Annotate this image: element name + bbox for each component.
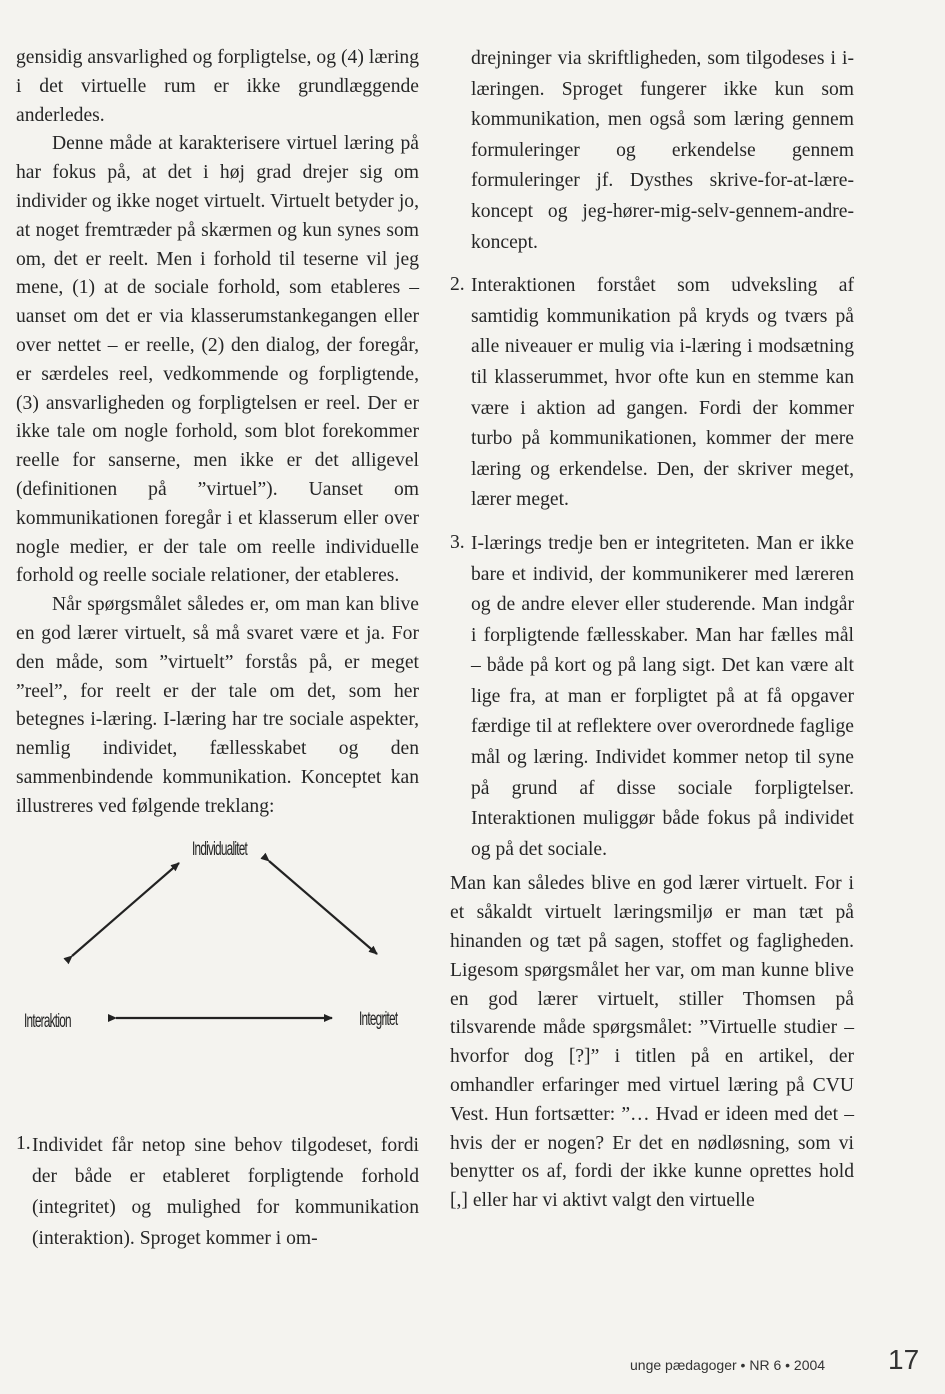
list-item-3 [450,529,854,866]
left-column [16,44,419,1267]
triad-diagram [16,828,419,1096]
list-text: Individet får netop sine behov tilgodeset, fordi der både er etableret forpligtende forhold (integritet) og mulighed for kommunikation (interaktion). Sproget kommer i om- [32,1134,419,1249]
right-list [450,271,854,865]
paragraph-1: gensidig ansvarlighed og forpligtelse, og (4) læring i det virtuelle rum er ikke grundlæggende anderledes. [16,47,419,126]
list-text: I-lærings tredje ben er integriteten. Man er ikke bare et individ, der kommunikerer med læreren og de andre elever eller studerende. Man indgår i forpligtende fællesskaber. Man har fælles mål – både på kort og på lang sigt. Det kan være alt lige fra, at man er forpligtet på at få opgaver færdige til at reflektere over overordnede faglige mål og læring. Individet kommer netop til syne på grund af disse sociale forpligtelser. Interaktionen muliggør både fokus på individet og på det sociale. [471,532,854,860]
list-item-1 [16,1130,419,1254]
paragraph-3: Når spørgsmålet således er, om man kan blive en god lærer virtuelt, så må svaret være et ja. For den måde, som ”virtuelt” forstås på, er meget ”reel”, for reelt er der tale om det, som her betegnes i-læring. I-læring har tre sociale aspekter, nemlig individet, fællesskabet og den sammenbindende kommunikation. Konceptet kan illustreres ved følgende treklang: [16,594,419,817]
left-list [16,1130,419,1254]
page-number: 17 [888,1344,920,1375]
list-item-2 [450,271,854,516]
list-number: 3. [450,531,465,553]
journal-footer: unge pædagoger • NR 6 • 2004 [630,1357,826,1373]
label-individualitet: Individualitet [192,838,248,860]
label-interaktion: Interaktion [24,1010,71,1032]
closing-paragraph: Man kan således blive en god lærer virtuelt. For i et såkaldt virtuelt læringsmiljø er man tæt på hinanden og tæt på sagen, stoffet og fagligheden. Ligesom spørgsmålet her var, om man kunne blive en god lærer virtuelt, stiller Thomsen på tilsvarende måde spørgsmålet: ”Virtuelle studier – hvorfor dog [?]” i titlen på en artikel, der omhandler erfaringer med virtuel læring på CVU Vest. Hun fortsætter: ”… Hvad er ideen med det – hvis der er nogen? Er det en nødløsning, som vi benytter os af, fordi der ikke kunne oprettes hold [,] eller har vi aktivt valgt den virtuelle [450,873,854,1212]
continued-item-text: drejninger via skriftligheden, som tilgodeses i i-læringen. Sproget fungerer ikke kun som kommunikation, men også som læring gennem formuleringer og erkendelse gennem formuleringer jf. Dysthes skrive-for-at-lære-koncept og jeg-hører-mig-selv-gennem-andre-koncept. [471,48,854,253]
list-number: 2. [450,274,465,296]
arrow-interaktion-individualitet [72,863,179,956]
triad-arrows [16,828,419,1096]
list-text: Interaktionen forstået som udveksling af samtidig kommunikation på kryds og tværs på alle niveauer er mulig via i-læring i modsætning til klasserummet, hvor ofte kun en stemme kan være i aktion ad gangen. Fordi der kommer turbo på kommunikationen, kommer der mere læring og erkendelse. Den, der skriver meget, lærer meget. [471,275,854,511]
arrow-individualitet-integritet [269,861,377,954]
list-number: 1. [16,1132,31,1154]
paragraph-2: Denne måde at karakterisere virtuel læring på har fokus på, at det i høj grad drejer sig om individer og ikke noget virtuelt. Virtuelt betyder jo, at noget fremtræder på skærmen og kun synes som om, det er reelt. Men i forhold til teserne vil jeg mene, (1) at de sociale forhold, som etableres – uanset om det er via klasserumstankegangen eller over nettet – er reelle, (2) den dialog, der foregår, er særdeles reel, vedkommende og forpligtende, (3) ansvarligheden og forpligtelsen er reel. Der er ikke tale om nogle forhold, som blot forekommer reelle for sanserne, men ikke er det alligevel (definitionen på ”virtuel”). Uanset om kommunikationen foregår i et klasserum eller over nogle medier, er der tale om reelle individuelle forhold og reelle sociale relationer, der etableres. [16,133,419,587]
right-column [450,44,854,1216]
label-integritet: Integritet [359,1008,398,1030]
